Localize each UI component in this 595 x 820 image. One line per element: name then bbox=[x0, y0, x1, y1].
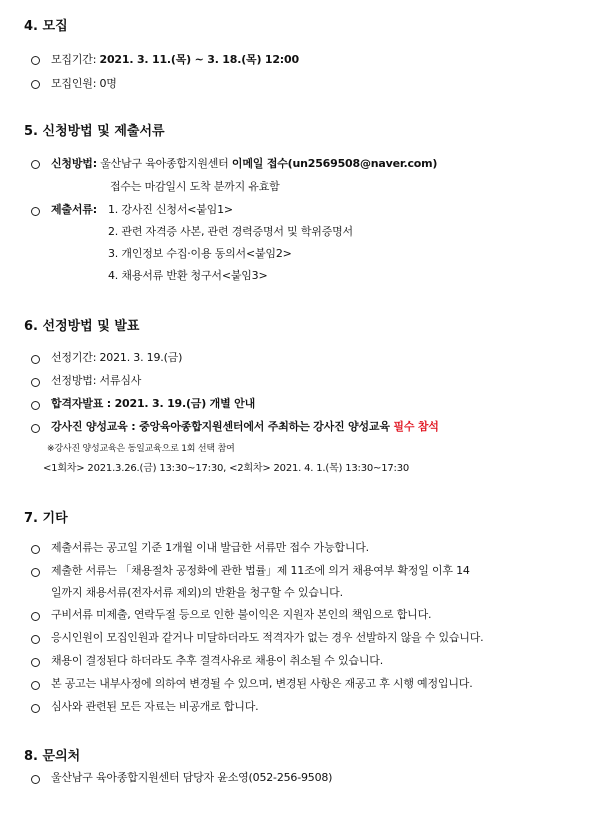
result-announce: 합격자발표 : 2021. 3. 19.(금) 개별 안내 bbox=[51, 397, 256, 410]
bullet-circle bbox=[31, 378, 40, 387]
apply-method: 신청방법: 울산남구 육아종합지원센터 이메일 접수(un2569508@naver.com) bbox=[51, 157, 438, 170]
bullet-circle bbox=[31, 612, 40, 621]
bullet-circle bbox=[31, 424, 40, 433]
etc-item: 구비서류 미제출, 연락두절 등으로 인한 불이익은 지원자 본인의 책임으로 합니다. bbox=[51, 608, 432, 621]
bullet-circle bbox=[31, 704, 40, 713]
section-7-title: 7. 기타 bbox=[24, 511, 68, 526]
bullet-circle bbox=[31, 56, 40, 65]
docs-item: 1. 강사진 신청서<붙임1> bbox=[108, 203, 233, 216]
docs-item: 2. 관련 자격증 사본, 관련 경력증명서 및 학위증명서 bbox=[108, 225, 353, 238]
recruit-count: 모집인원: 0명 bbox=[51, 77, 117, 90]
docs-item: 4. 채용서류 반환 청구서<붙임3> bbox=[108, 269, 268, 282]
section-5-title: 5. 신청방법 및 제출서류 bbox=[24, 124, 165, 139]
docs-item: 3. 개인정보 수집·이용 동의서<붙임2> bbox=[108, 247, 292, 260]
section-8-title: 8. 문의처 bbox=[24, 749, 81, 764]
bullet-circle bbox=[31, 207, 40, 216]
etc-item: 제출한 서류는 「채용절차 공정화에 관한 법률」제 11조에 의거 채용여부 확정일 이후 14 bbox=[51, 564, 470, 577]
etc-item: 제출서류는 공고일 기준 1개월 이내 발급한 서류만 접수 가능합니다. bbox=[51, 541, 369, 554]
bullet-circle bbox=[31, 80, 40, 89]
bullet-circle bbox=[31, 658, 40, 667]
select-period: 선정기간: 2021. 3. 19.(금) bbox=[51, 351, 183, 364]
bullet-circle bbox=[31, 681, 40, 690]
section-4-title: 4. 모집 bbox=[24, 19, 68, 34]
etc-item: 본 공고는 내부사정에 의하여 변경될 수 있으며, 변경된 사항은 재공고 후 시행 예정입니다. bbox=[51, 677, 473, 690]
training-sessions: <1회차> 2021.3.26.(금) 13:30~17:30, <2회차> 2021. 4. 1.(목) 13:30~17:30 bbox=[43, 463, 410, 474]
bullet-circle bbox=[31, 545, 40, 554]
training-required: 강사진 양성교육 : 중앙육아종합지원센터에서 주최하는 강사진 양성교육 필수 참석 bbox=[51, 420, 439, 433]
etc-item: 응시인원이 모집인원과 같거나 미달하더라도 적격자가 없는 경우 선발하지 않을 수 있습니다. bbox=[51, 631, 484, 644]
bullet-circle bbox=[31, 635, 40, 644]
bullet-circle bbox=[31, 775, 40, 784]
recruit-period: 모집기간: 2021. 3. 11.(목) ~ 3. 18.(목) 12:00 bbox=[51, 53, 299, 66]
training-note: ※강사진 양성교육은 동일교육으로 1회 선택 참여 bbox=[47, 444, 235, 454]
apply-method-note: 접수는 마감일시 도착 분까지 유효함 bbox=[110, 180, 280, 193]
bullet-circle bbox=[31, 568, 40, 577]
select-method: 선정방법: 서류심사 bbox=[51, 374, 142, 387]
bullet-circle bbox=[31, 355, 40, 364]
section-6-title: 6. 선정방법 및 발표 bbox=[24, 319, 140, 334]
etc-item: 채용이 결정된다 하더라도 추후 결격사유로 채용이 취소될 수 있습니다. bbox=[51, 654, 384, 667]
etc-item: 심사와 관련된 모든 자료는 비공개로 합니다. bbox=[51, 700, 259, 713]
bullet-circle bbox=[31, 401, 40, 410]
bullet-circle bbox=[31, 160, 40, 169]
docs-label: 제출서류: bbox=[51, 203, 97, 216]
contact-info: 울산남구 육아종합지원센터 담당자 윤소영(052-256-9508) bbox=[51, 771, 333, 784]
etc-item-continued: 일까지 채용서류(전자서류 제외)의 반환을 청구할 수 있습니다. bbox=[51, 586, 343, 599]
